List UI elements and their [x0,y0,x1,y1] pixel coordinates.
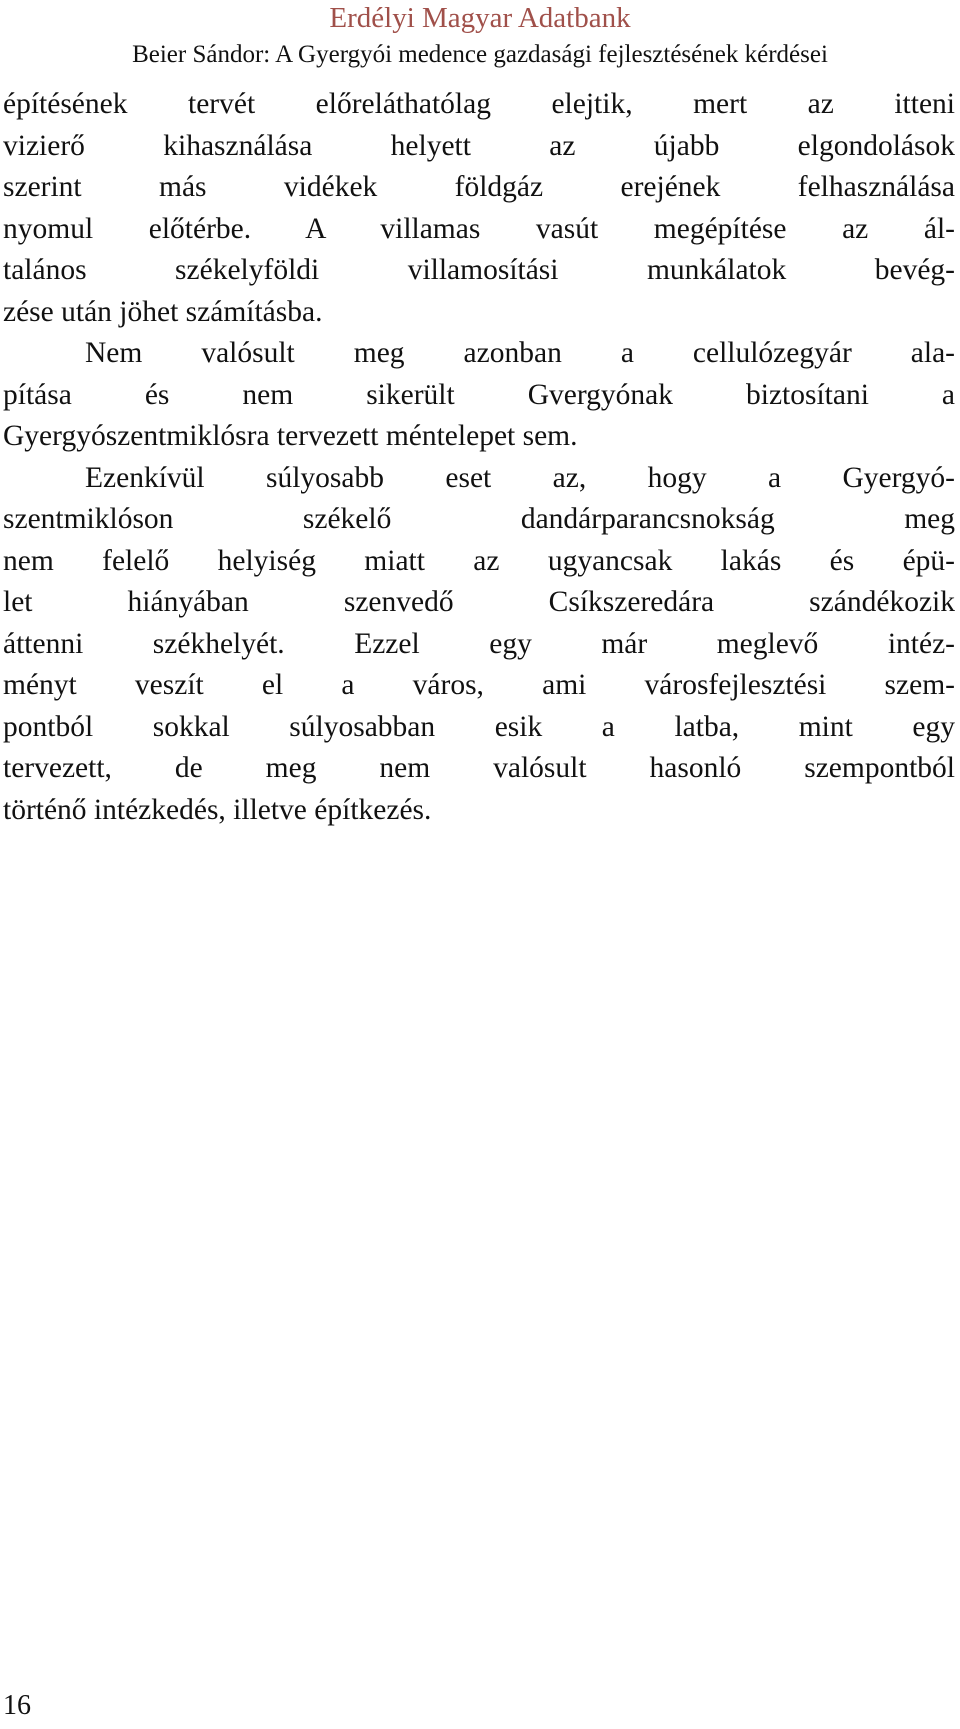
site-title: Erdélyi Magyar Adatbank [329,2,631,34]
text-line: nem felelő helyiség miatt az ugyancsak lakás és épü- [3,544,955,577]
text-line: áttenni székhelyét. Ezzel egy már meglevő intéz- [3,627,955,660]
text-line: let hiányában szenvedő Csíkszeredára szándékozik [3,586,955,618]
text-line: Ezenkívül súlyosabb eset az, hogy a Gyergyó- [85,461,955,494]
text-line: történő intézkedés, illetve építkezés. [3,793,432,826]
text-line: vizierő kihasználása helyett az újabb elgondolások [3,129,955,162]
text-line: talános székelyföldi villamosítási munkálatok bevég- [3,254,955,286]
document-title: Beier Sándor: A Gyergyói medence gazdasági fejlesztésének kérdései [132,41,828,68]
text-line: szentmiklóson székelő dandárparancsnokság meg [3,503,955,535]
text-line: tervezett, de meg nem valósult hasonló szempontból [3,752,955,784]
text-line: szerint más vidékek földgáz erejének felhasználása [3,171,955,203]
text-line: nyomul előtérbe. A villamas vasút megépítése az ál- [3,212,955,245]
text-line: pontból sokkal súlyosabban esik a latba, mint egy [3,710,955,743]
text-line: ményt veszít el a város, ami városfejlesztési szem- [3,669,955,701]
text-line: Gyergyószentmiklósra tervezett méntelepet sem. [3,420,578,452]
text-line: pítása és nem sikerült Gvergyónak biztosítani a [3,378,955,411]
page-number: 16 [3,1690,31,1721]
text-line: építésének tervét előreláthatólag elejtik, mert az itteni [3,88,955,120]
text-line: zése után jöhet számításba. [3,295,323,328]
body-text [3,84,955,831]
text-line: Nem valósult meg azonban a cellulózegyár ala- [85,337,955,369]
